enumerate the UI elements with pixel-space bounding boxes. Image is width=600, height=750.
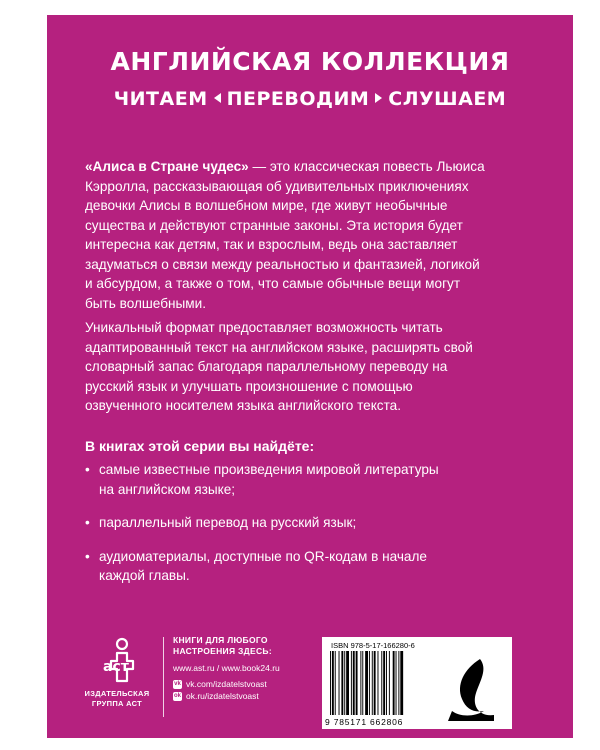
paragraph-line: словарный запас благодаря параллельному переводу на [85, 359, 448, 374]
barcode-bar [335, 651, 336, 715]
paragraph-line: и абсурдом, а также о том, что самые обычные вещи могут [85, 276, 461, 291]
barcode-bar [398, 651, 399, 715]
website-links[interactable]: www.ast.ru / www.book24.ru [173, 663, 280, 673]
social-link-vk[interactable]: vk vk.com/izdatelstvoast [174, 679, 267, 689]
social-link-ok[interactable]: ok ok.ru/izdatelstvoast [173, 691, 259, 701]
barcode-bar [386, 651, 387, 715]
paragraph-line: быть волшебными. [85, 295, 206, 311]
tagline-word-translate: ПЕРЕВОДИМ [226, 88, 370, 110]
features-list [85, 460, 555, 600]
barcode-bar [400, 651, 403, 715]
barcode-bar [362, 651, 363, 715]
paragraph-line: Уникальный формат предоставляет возможность читать [85, 320, 443, 335]
barcode-bar [372, 651, 373, 715]
barcode-bar [396, 651, 397, 715]
paragraph-line: русский язык и улучшать произношение с помощью [85, 378, 413, 394]
logo-text: аст [103, 659, 129, 675]
barcode-icon [330, 651, 426, 717]
publisher-links [173, 635, 333, 702]
list-item: • параллельный перевод на русский язык; [85, 513, 555, 533]
features-heading: В книгах этой серии вы найдёте: [85, 438, 315, 454]
paragraph-line: девочки Алисы в волшебном мире, где живут необычные [85, 198, 448, 213]
paragraph-line: озвученного носителем языка английского текста. [85, 398, 402, 413]
barcode-bar [369, 651, 370, 715]
barcode-panel [322, 637, 512, 729]
barcode-bar [393, 651, 395, 715]
footer-divider [163, 637, 164, 717]
barcode-bar [365, 651, 368, 715]
barcode-bar [332, 651, 334, 715]
paragraph-line: адаптированный текст на английском языке, расширять свой [85, 339, 473, 355]
arrow-left-icon [214, 93, 221, 103]
barcode-bar [383, 651, 385, 715]
barcode-bar [389, 651, 390, 715]
book-title-bold: «Алиса в Стране чудес» [85, 159, 249, 174]
barcode-bar [341, 651, 343, 715]
barcode-bar [330, 651, 331, 715]
links-heading: КНИГИ ДЛЯ ЛЮБОГО НАСТРОЕНИЯ ЗДЕСЬ: [173, 635, 272, 656]
tagline-word-read: ЧИТАЕМ [113, 88, 208, 110]
age-rating-mark-icon [434, 655, 504, 725]
paragraph-line: существа и действуют странные законы. Эта история будет [85, 217, 463, 233]
barcode-bar [374, 651, 376, 715]
barcode-bar [378, 651, 379, 715]
barcode-bar [356, 651, 358, 715]
paragraph-line: «Алиса в Стране чудес» — это классическая повесть Льюиса [85, 159, 485, 174]
isbn-number: ISBN 978-5-17-166280-6 [331, 641, 415, 650]
bullet-icon: • [85, 462, 90, 477]
social-links [173, 678, 333, 702]
barcode-bar [346, 651, 349, 715]
barcode-bar [381, 651, 382, 715]
ast-logo-icon [77, 635, 157, 685]
bullet-icon: • [85, 515, 90, 530]
arrow-right-icon [375, 93, 382, 103]
barcode-bar [360, 651, 361, 715]
barcode-bar [351, 651, 352, 715]
list-item: • аудиоматериалы, доступные по QR-кодам в начале каждой главы. [85, 548, 427, 583]
vk-icon: vk [174, 680, 181, 687]
publisher-caption: ИЗДАТЕЛЬСКАЯ ГРУППА АСТ [84, 689, 150, 708]
description-paragraph-1 [85, 157, 545, 313]
book-back-cover [47, 15, 573, 738]
list-item: • самые известные произведения мировой литературы на английском языке; [85, 462, 439, 497]
barcode-bar [353, 651, 355, 715]
series-title: АНГЛИЙСКАЯ КОЛЛЕКЦИЯ [110, 47, 510, 76]
paragraph-line: Кэрролла, рассказывающая об удивительных приключениях [85, 178, 469, 194]
ean-digits: 9 785171 662806 [325, 717, 404, 727]
paragraph-line: интересна как детям, так и взрослым, ведь она заставляет [85, 237, 458, 252]
barcode-bar [339, 651, 340, 715]
barcode-bar [344, 651, 345, 715]
description-paragraph-2 [85, 318, 545, 416]
series-tagline [47, 86, 573, 112]
publisher-logo [77, 635, 157, 709]
bullet-icon: • [85, 548, 90, 564]
ok-icon: ok [173, 692, 181, 699]
paragraph-line: задуматься о связи между реальностью и фантазией, логикой [85, 256, 480, 272]
tagline-word-listen: СЛУШАЕМ [388, 88, 507, 110]
